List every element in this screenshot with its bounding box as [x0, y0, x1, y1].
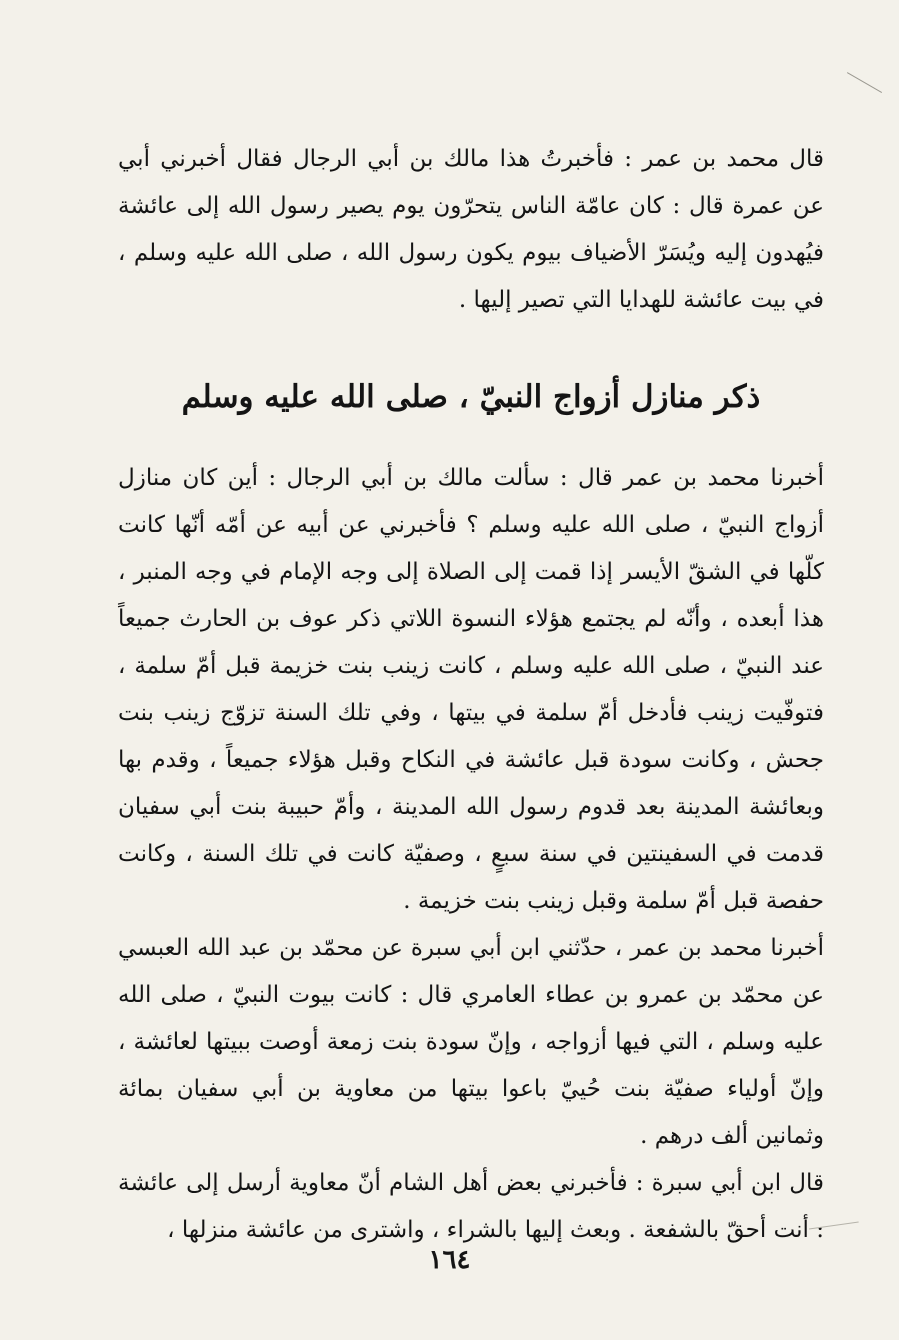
- paragraph-3: قال ابن أبي سبرة : فأخبرني بعض أهل الشام أنّ معاوية أرسل إلى عائشة : أنت أحقّ بالشفعة . وبعث إليها بالشراء ، واشترى من عائشة منزلها ،: [118, 1170, 824, 1243]
- section-heading: ذكر منازل أزواج النبيّ ، صلى الله عليه وسلم: [181, 379, 761, 415]
- scan-artifact: [832, 72, 882, 119]
- opening-paragraph: قال محمد بن عمر : فأخبرتُ هذا مالك بن أبي الرجال فقال أخبرني أبي عن عمرة قال : كان عامّة الناس يتحرّون يوم يصير رسول الله إلى عائشة فيُهدون إليه ويُسَرّ الأضياف بيوم يكون رسول الله ، صلى الله عليه وسلم ، في بيت عائشة للهدايا التي تصير إليها .: [118, 146, 824, 313]
- paragraph-2: أخبرنا محمد بن عمر ، حدّثني ابن أبي سبرة عن محمّد بن عبد الله العبسي عن محمّد بن عمرو بن عطاء العامري قال : كانت بيوت النبيّ ، صلى الله عليه وسلم ، التي فيها أزواجه ، وإنّ سودة بنت زمعة أوصت ببيتها لعائشة ، وإنّ أولياء صفيّة بنت حُييّ باعوا بيتها من معاوية بن أبي سفيان بمائة وثمانين ألف درهم .: [118, 935, 824, 1149]
- section-body: [118, 455, 824, 1254]
- page-number: ١٦٤: [428, 1245, 471, 1275]
- paragraph-1: أخبرنا محمد بن عمر قال : سألت مالك بن أبي الرجال : أين كان منازل أزواج النبيّ ، صلى الله عليه وسلم ؟ فأخبرني عن أبيه عن أمّه أنّها كانت كلّها في الشقّ الأيسر إذا قمت إلى الصلاة إلى وجه الإمام في وجه المنبر ، هذا أبعده ، وأنّه لم يجتمع هؤلاء النسوة اللاتي ذكر عوف بن الحارث جميعاً عند النبيّ ، صلى الله عليه وسلم ، كانت زينب بنت خزيمة قبل أمّ سلمة ، فتوفّيت زينب فأدخل أمّ سلمة في بيتها ، وفي تلك السنة تزوّج زينب بنت جحش ، وكانت سودة قبل عائشة في النكاح وقبل هؤلاء جميعاً ، وقدم بها وبعائشة المدينة بعد قدوم رسول الله المدينة ، وأمّ حبيبة بنت أبي سفيان قدمت في السفينتين في سنة سبعٍ ، وصفيّة كانت في تلك السنة ، وكانت حفصة قبل أمّ سلمة وقبل زينب بنت خزيمة .: [118, 465, 824, 914]
